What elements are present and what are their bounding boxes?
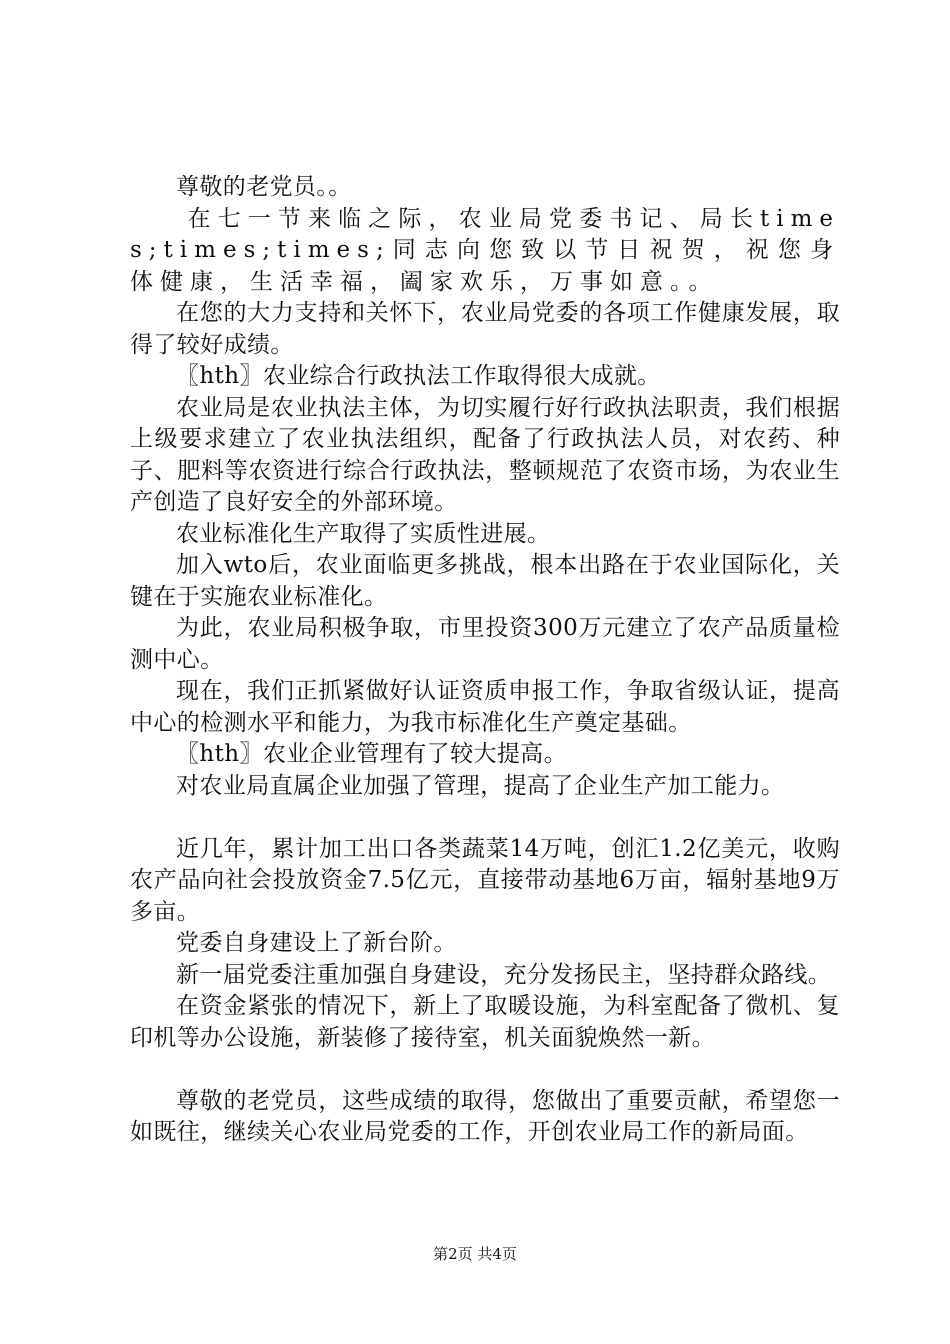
paragraph-testing-center: 为此，农业局积极争取，市里投资300万元建立了农产品质量检测中心。 bbox=[130, 615, 840, 673]
paragraph-heading-enterprise: 〖hth〗农业企业管理有了较大提高。 bbox=[176, 741, 568, 767]
paragraph-export-figures: 近几年，累计加工出口各类蔬菜14万吨，创汇1.2亿美元，收购农产品向社会投放资金7.5亿元，直接带动基地6万亩，辐射基地9万多亩。 bbox=[130, 835, 840, 925]
paragraph-wto: 加入wto后，农业面临更多挑战，根本出路在于农业国际化，关键在于实施农业标准化。 bbox=[130, 552, 840, 610]
paragraph-closing: 尊敬的老党员，这些成绩的取得，您做出了重要贡献，希望您一如既往，继续关心农业局党委的工作，开创农业局工作的新局面。 bbox=[130, 1087, 840, 1145]
paragraph-heading-party-building: 党委自身建设上了新台阶。 bbox=[176, 930, 457, 956]
paragraph-greeting: 尊敬的老党员。。 bbox=[176, 174, 352, 200]
document-body bbox=[130, 172, 840, 1149]
paragraph-achievements-intro: 在您的大力支持和关怀下，农业局党委的各项工作健康发展，取得了较好成绩。 bbox=[130, 300, 840, 358]
paragraph-holiday-wishes: 在七一节来临之际，农业局党委书记、局长times;times;times;同志向您致以节日祝贺，祝您身体健康，生活幸福，阖家欢乐，万事如意。。 bbox=[130, 205, 840, 295]
paragraph-heading-standardization: 农业标准化生产取得了实质性进展。 bbox=[176, 520, 551, 547]
paragraph-certification: 现在，我们正抓紧做好认证资质申报工作，争取省级认证，提高中心的检测水平和能力，为我市标准化生产奠定基础。 bbox=[130, 678, 840, 736]
paragraph-enterprise-management: 对农业局直属企业加强了管理，提高了企业生产加工能力。 bbox=[176, 772, 785, 799]
paragraph-party-building: 新一届党委注重加强自身建设，充分发扬民主，坚持群众路线。 bbox=[176, 961, 832, 988]
paragraph-heading-law-enforcement: 〖hth〗农业综合行政执法工作取得很大成就。 bbox=[176, 363, 661, 389]
page-number-footer: 第2页 共4页 bbox=[433, 1245, 517, 1263]
paragraph-law-enforcement: 农业局是农业执法主体，为切实履行好行政执法职责，我们根据上级要求建立了农业执法组织，配备了行政执法人员，对农药、种子、肥料等农资进行综合行政执法，整顿规范了农资市场，为农业生产创造了良好安全的外部环境。 bbox=[130, 394, 840, 515]
paragraph-office-facilities: 在资金紧张的情况下，新上了取暖设施，为科室配备了微机、复印机等办公设施，新装修了接待室，机关面貌焕然一新。 bbox=[130, 993, 840, 1051]
